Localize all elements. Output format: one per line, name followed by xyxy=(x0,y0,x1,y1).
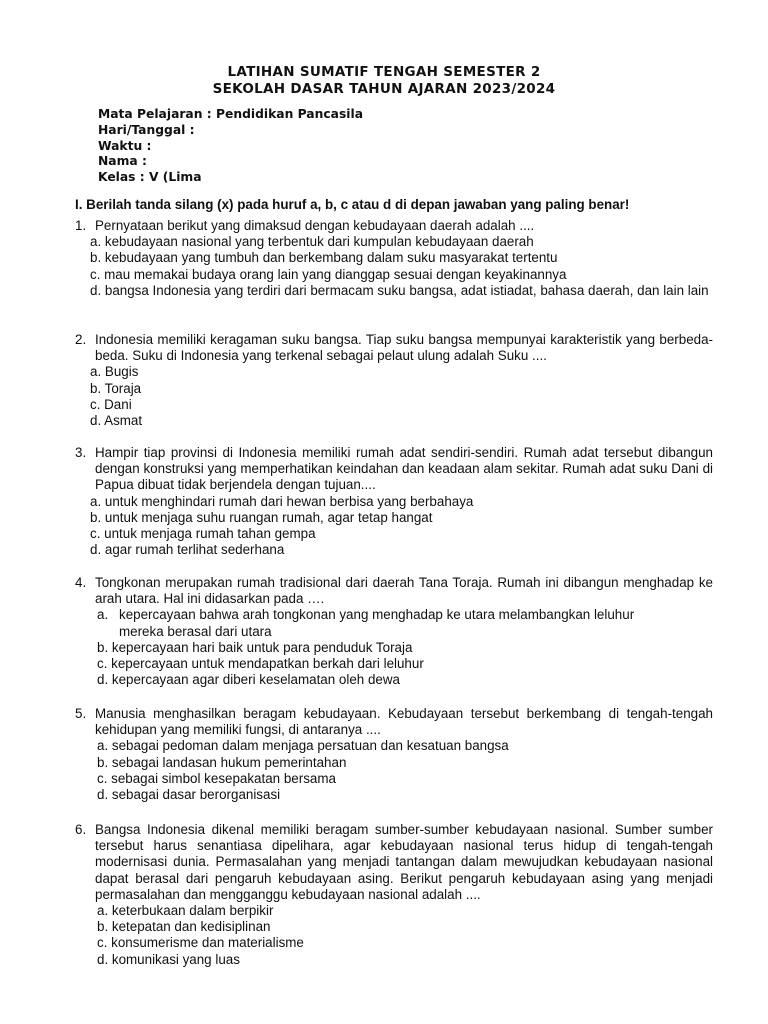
question-6 xyxy=(75,822,713,968)
question-stem: Pernyataan berikut yang dimaksud dengan kebudayaan daerah adalah .... xyxy=(95,218,535,233)
option-d: d. kepercayaan agar diberi keselamatan oleh dewa xyxy=(97,672,400,688)
question-stem: Bangsa Indonesia dikenal memiliki beragam sumber-sumber kebudayaan nasional. Sumber sumber tersebut harus senantiasa dipelihara, agar kebudayaan nasional terus hidup di tengah-tengah modernisasi dunia. Permasalahan yang menjadi tantangan dalam mewujudkan kebudayaan nasional dapat berasal dari pengaruh kebudayaan asing. Berikut pengaruh kebudayaan asing yang menjadi permasalahan dan mengganggu kebudayaan nasional adalah .... xyxy=(95,822,713,902)
option-b: b. untuk menjaga suhu ruangan rumah, agar tetap hangat xyxy=(90,509,433,525)
option-label: a. xyxy=(97,607,109,623)
option-a: a. sebagai pedoman dalam menjaga persatuan dan kesatuan bangsa xyxy=(97,738,509,754)
option-b: b. ketepatan dan kedisiplinan xyxy=(97,919,271,935)
question-stem: Tongkonan merupakan rumah tradisional dari daerah Tana Toraja. Rumah ini dibangun menghadap ke arah utara. Hal ini didasarkan pada …. xyxy=(95,575,713,607)
option-a: a. untuk menghindari rumah dari hewan berbisa yang berbahaya xyxy=(90,493,474,509)
option-b: b. kepercayaan hari baik untuk para penduduk Toraja xyxy=(97,639,413,655)
date-field: Hari/Tanggal : xyxy=(98,122,195,137)
time-field: Waktu : xyxy=(98,138,152,153)
option-d: d. agar rumah terlihat sederhana xyxy=(90,542,285,558)
question-2 xyxy=(75,332,713,429)
question-3 xyxy=(75,445,713,558)
option-c: c. mau memakai budaya orang lain yang dianggap sesuai dengan keyakinannya xyxy=(90,266,567,282)
question-stem: Hampir tiap provinsi di Indonesia memiliki rumah adat sendiri-sendiri. Rumah adat tersebut dibangun dengan konstruksi yang memperhatikan keindahan dan keadaan alam sekitar. Rumah adat suku Dani di Papua dibuat tidak berjendela dengan tujuan.... xyxy=(95,445,713,493)
option-b: b. kebudayaan yang tumbuh dan berkembang dalam suku masyarakat tertentu xyxy=(90,250,558,266)
question-number: 3. xyxy=(75,445,87,460)
option-c: c. sebagai simbol kesepakatan bersama xyxy=(97,770,336,786)
option-d: d. komunikasi yang luas xyxy=(97,951,240,967)
option-a: a. kebudayaan nasional yang terbentuk dari kumpulan kebudayaan daerah xyxy=(90,234,534,250)
question-number: 1. xyxy=(75,218,87,233)
question-stem: Manusia menghasilkan beragam kebudayaan. Kebudayaan tersebut berkembang di tengah-tengah kehidupan yang memiliki fungsi, di antaranya .... xyxy=(95,706,713,738)
option-b: b. sebagai landasan hukum pemerintahan xyxy=(97,754,347,770)
question-number: 6. xyxy=(75,822,87,837)
option-a: a. keterbukaan dalam berpikir xyxy=(97,903,274,919)
option-b: b. Toraja xyxy=(90,380,142,396)
option-d: d. bangsa Indonesia yang terdiri dari bermacam suku bangsa, adat istiadat, bahasa daerah, dan lain lain xyxy=(90,282,709,298)
question-number: 2. xyxy=(75,332,87,347)
section-instruction: I. Berilah tanda silang (x) pada huruf a, b, c atau d di depan jawaban yang paling benar! xyxy=(75,197,630,212)
question-number: 4. xyxy=(75,575,87,590)
document-subtitle: SEKOLAH DASAR TAHUN AJARAN 2023/2024 xyxy=(212,81,556,97)
document-title: LATIHAN SUMATIF TENGAH SEMESTER 2 xyxy=(227,64,541,80)
option-c: c. konsumerisme dan materialisme xyxy=(97,935,304,951)
question-stem: Indonesia memiliki keragaman suku bangsa. Tiap suku bangsa mempunyai karakteristik yang berbeda-beda. Suku di Indonesia yang terkenal sebagai pelaut ulung adalah Suku .... xyxy=(95,332,713,364)
option-c: c. Dani xyxy=(90,396,132,412)
question-1 xyxy=(75,218,713,299)
option-d: d. Asmat xyxy=(90,413,143,429)
option-d: d. sebagai dasar berorganisasi xyxy=(97,787,281,803)
question-number: 5. xyxy=(75,706,87,721)
question-4 xyxy=(75,575,713,688)
subject-field: Mata Pelajaran : Pendidikan Pancasila xyxy=(98,107,363,121)
name-field: Nama : xyxy=(98,154,147,169)
identity-block xyxy=(98,107,363,186)
question-5 xyxy=(75,706,713,803)
option-text-line1: kepercayaan bahwa arah tongkonan yang menghadap ke utara melambangkan leluhur xyxy=(119,607,635,623)
option-c: c. untuk menjaga rumah tahan gempa xyxy=(90,526,316,542)
option-a xyxy=(75,607,713,639)
class-field: Kelas : V (Lima xyxy=(98,170,202,185)
option-a: a. Bugis xyxy=(90,364,139,380)
option-text-line2: mereka berasal dari utara xyxy=(119,623,272,639)
option-c: c. kepercayaan untuk mendapatkan berkah dari leluhur xyxy=(97,656,424,672)
